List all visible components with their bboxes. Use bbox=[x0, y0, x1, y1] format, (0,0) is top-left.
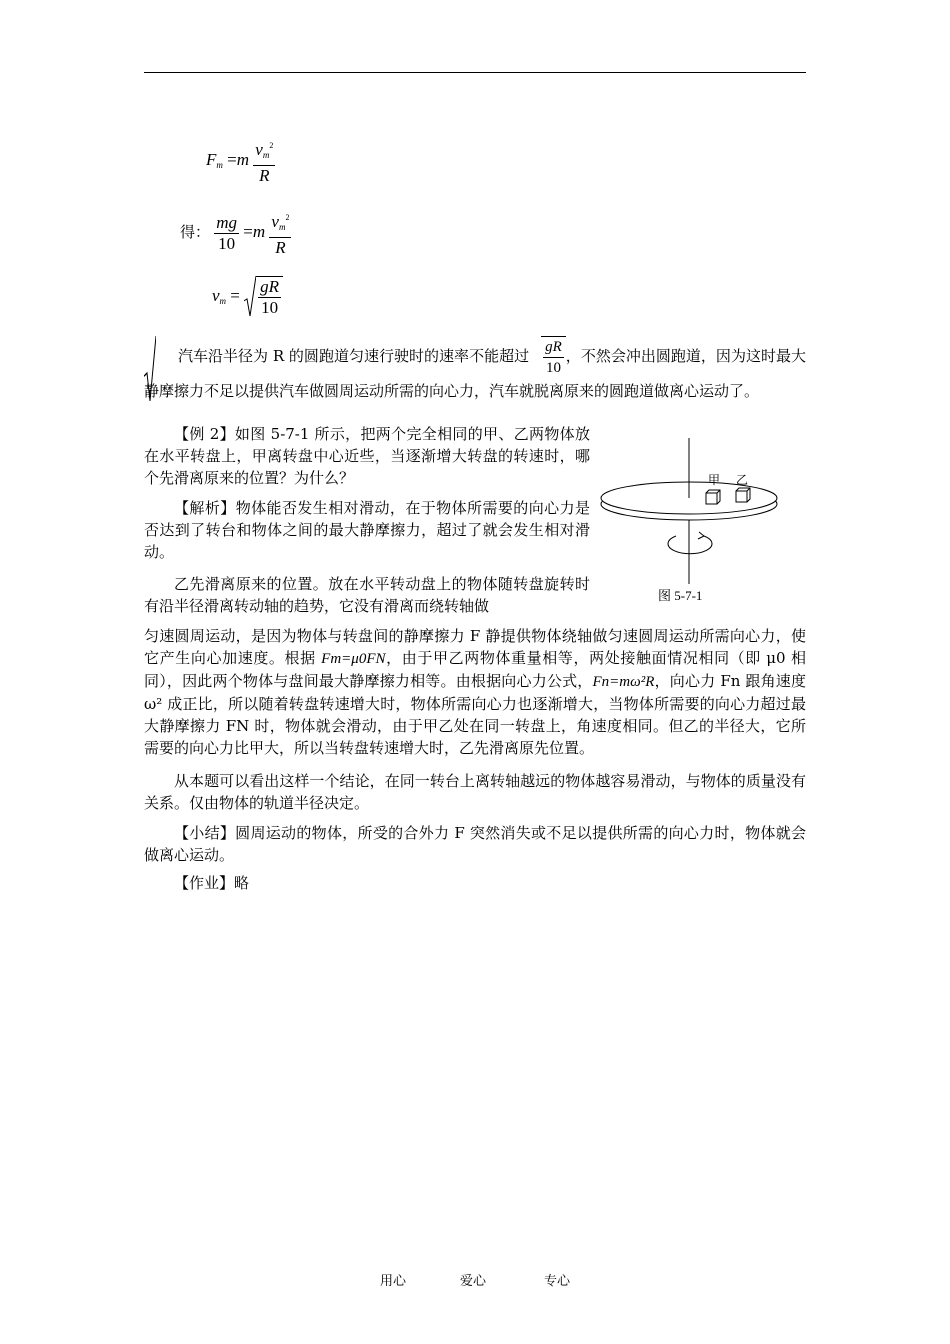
para1-fraction bbox=[543, 337, 564, 378]
figure-caption: 图 5-7-1 bbox=[658, 588, 703, 603]
eq1-fraction bbox=[253, 136, 275, 186]
eq3-numerator: gR bbox=[260, 277, 280, 296]
analysis: 【解析】物体能否发生相对滑动，在于物体所需要的向心力是否达到了转台和物体之间的最大静摩擦力，超过了就会发生相对滑动。 bbox=[144, 499, 590, 561]
equation-centripetal-force bbox=[206, 136, 275, 186]
eq1-num-sub: m bbox=[262, 150, 270, 160]
footer-right: 专心 bbox=[544, 1274, 571, 1289]
formula-max-friction: Fm=μ0FN bbox=[321, 651, 386, 667]
answer-intro: 乙先滑离原来的位置。放在水平转动盘上的物体随转盘旋转时有沿半径滑离转动轴的趋势，它没有滑离而绕转轴做 bbox=[144, 575, 590, 615]
footer-left: 用心 bbox=[380, 1274, 407, 1289]
eq2-denominator: R bbox=[275, 238, 286, 257]
formula-centripetal: Fn=mω²R bbox=[592, 674, 655, 690]
eq2-num-sup: 2 bbox=[285, 213, 290, 222]
eq2-left-denominator: 10 bbox=[218, 233, 236, 253]
eq3-denominator: 10 bbox=[261, 298, 279, 317]
turntable-figure bbox=[596, 438, 786, 608]
eq2-equals: = bbox=[243, 221, 253, 241]
equation-derivation bbox=[180, 208, 291, 258]
radical-sign-icon bbox=[144, 336, 156, 404]
para1-after: ，不然会冲出圆跑道，因为这时最大静摩擦力不足以提供汽车做圆周运动所需的向心力，汽车就脱离原来的圆跑道做离心运动了。 bbox=[144, 347, 806, 400]
eq1-lhs: F bbox=[206, 149, 217, 169]
eq3-equals: = bbox=[230, 285, 240, 305]
eq1-denominator: R bbox=[259, 166, 270, 185]
header-rule bbox=[144, 72, 806, 73]
radical-sign-icon bbox=[244, 276, 256, 318]
summary: 【小结】圆周运动的物体，所受的合外力 F 突然消失或不足以提供所需的向心力时，物体就会做离心运动。 bbox=[144, 824, 806, 864]
example-2: 【例 2】如图 5-7-1 所示，把两个完全相同的甲、乙两物体放在水平转盘上，甲离转盘中心近些，当逐渐增大转盘的转速时，哪个先滑离原来的位置？为什么？ bbox=[144, 425, 590, 487]
para1-sqrt-denominator: 10 bbox=[545, 360, 561, 376]
eq2-right-fraction bbox=[269, 208, 291, 258]
label-yi: 乙 bbox=[736, 473, 749, 487]
eq3-radicand bbox=[256, 276, 283, 318]
label-jia: 甲 bbox=[708, 473, 721, 487]
equation-max-velocity bbox=[212, 276, 283, 318]
eq3-lhs-sub: m bbox=[219, 295, 227, 306]
answer-text-a: 匀速圆周运动，是因为物体与转盘间的静摩擦力 F 静提供物体绕轴做匀速圆周运动所需向心力，使它产生向心加速度。根据 bbox=[144, 627, 806, 667]
para1-before: 汽车沿半径为 R 的圆跑道匀速行驶时的速率不能超过 bbox=[178, 347, 530, 365]
eq1-num-v: v bbox=[255, 140, 263, 159]
eq1-num-sup: 2 bbox=[269, 141, 274, 150]
conclusion: 从本题可以看出这样一个结论，在同一转台上离转轴越远的物体越容易滑动，与物体的质量没有关系。仅由物体的轨道半径决定。 bbox=[144, 772, 806, 812]
rotation-arrow-icon bbox=[668, 536, 712, 554]
rotation-arrowhead-icon bbox=[698, 532, 704, 539]
para1-sqrt bbox=[529, 336, 566, 378]
eq2-num-sub: m bbox=[278, 222, 286, 232]
eq1-m: m bbox=[236, 149, 250, 169]
eq2-left-fraction bbox=[214, 213, 239, 254]
footer-middle: 爱心 bbox=[460, 1274, 487, 1289]
eq2-numerator bbox=[269, 208, 291, 238]
eq1-equals: = bbox=[227, 149, 237, 169]
eq2-m: m bbox=[252, 221, 266, 241]
eq1-lhs-sub: m bbox=[216, 159, 223, 170]
eq3-fraction bbox=[258, 277, 281, 318]
eq2-prefix: 得： bbox=[180, 222, 211, 241]
para1-sqrt-numerator: gR bbox=[543, 337, 564, 358]
eq1-numerator bbox=[253, 136, 275, 166]
homework: 【作业】略 bbox=[174, 874, 250, 892]
answer-text-b: ，由于甲乙两物体重量相等，两处接触面情况相同（即 μ0 相同），因此两个物体与盘间最大静摩擦力相等。由根据向心力公式， bbox=[144, 649, 806, 690]
answer-text-c: ，向心力 Fn 跟角速度 ω² 成正比，所以随着转盘转速增大时，物体所需向心力也逐渐增大，当物体所需要的向心力超过最大静摩擦力 FN 时，物体就会滑动，由于甲乙处在同一转盘上，角速度相同。但乙的半径大，它所需要的向心力比甲大，所以当转盘转速增大时，乙先滑离原先位置。 bbox=[144, 672, 806, 757]
eq3-sqrt bbox=[244, 276, 283, 318]
para1-radicand bbox=[541, 336, 566, 378]
answer-body bbox=[144, 625, 806, 759]
eq2-num-v: v bbox=[271, 212, 279, 231]
eq2-left-numerator: mg bbox=[216, 212, 238, 232]
eq3-lhs: v bbox=[212, 285, 220, 305]
paragraph-car-speed bbox=[144, 336, 806, 404]
